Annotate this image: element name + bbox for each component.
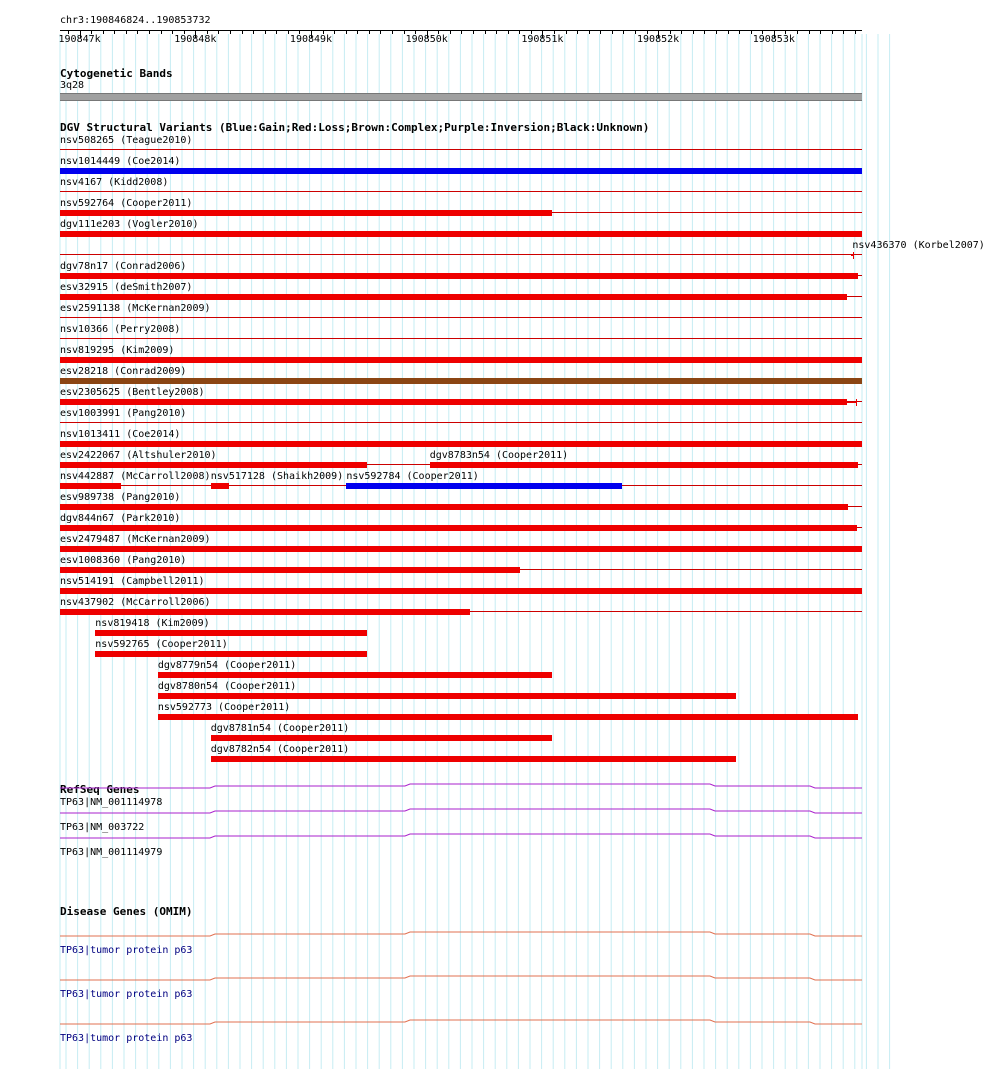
ruler-minor-tick xyxy=(531,30,532,34)
dgv-variant-bar[interactable] xyxy=(60,588,862,594)
ruler-minor-tick xyxy=(68,30,69,34)
cytoband-bar[interactable] xyxy=(60,93,862,101)
ruler-range-label: chr3:190846824..190853732 xyxy=(60,15,211,26)
dgv-variant-label[interactable]: nsv514191 (Campbell2011) xyxy=(60,576,205,587)
dgv-variant-label[interactable]: dgv8780n54 (Cooper2011) xyxy=(157,681,297,692)
ruler-minor-tick xyxy=(728,30,729,34)
ruler-minor-tick xyxy=(114,30,115,34)
ruler-tick-label: 190850k xyxy=(405,34,448,45)
ruler-minor-tick xyxy=(554,30,555,34)
ruler-minor-tick xyxy=(647,30,648,34)
dgv-variant-label[interactable]: nsv10366 (Perry2008) xyxy=(60,324,181,335)
dgv-track-title[interactable]: DGV Structural Variants (Blue:Gain;Red:Loss;Brown:Complex;Purple:Inversion;Black:Unknown) xyxy=(60,121,650,134)
dgv-variant-bar[interactable] xyxy=(60,273,858,279)
ruler-minor-tick xyxy=(242,30,243,34)
ruler-minor-tick xyxy=(809,30,810,34)
ruler-minor-tick xyxy=(184,30,185,34)
dgv-variant-bar[interactable] xyxy=(430,462,858,468)
dgv-variant-whisker-cap xyxy=(853,252,854,259)
dgv-variant-label[interactable]: esv2479487 (McKernan2009) xyxy=(60,534,211,545)
ruler-tick-label: 190847k xyxy=(58,34,101,45)
ruler-minor-tick xyxy=(832,30,833,34)
dgv-variant-bar[interactable] xyxy=(60,294,847,300)
refseq-gene-label[interactable]: TP63|NM_001114979 xyxy=(60,847,163,858)
ruler-minor-tick xyxy=(577,30,578,34)
ruler-minor-tick xyxy=(299,30,300,34)
dgv-variant-label[interactable]: dgv8779n54 (Cooper2011) xyxy=(157,660,297,671)
dgv-variant-bar[interactable] xyxy=(60,525,857,531)
ruler-minor-tick xyxy=(357,30,358,34)
ruler-minor-tick xyxy=(785,30,786,34)
refseq-gene-trace xyxy=(60,809,862,813)
dgv-variant-bar[interactable] xyxy=(60,462,367,468)
dgv-variant-bar[interactable] xyxy=(158,693,736,699)
dgv-variant-bar[interactable] xyxy=(158,672,552,678)
dgv-variant-label[interactable]: dgv8782n54 (Cooper2011) xyxy=(210,744,350,755)
ruler-minor-tick xyxy=(253,30,254,34)
omim-gene-model[interactable] xyxy=(60,1018,862,1026)
ruler-tick-label: 190848k xyxy=(174,34,217,45)
dgv-row-separator xyxy=(60,338,862,339)
refseq-gene-model[interactable] xyxy=(60,832,862,840)
dgv-variant-label[interactable]: esv1008360 (Pang2010) xyxy=(60,555,187,566)
cytoband-track-title[interactable]: Cytogenetic Bands xyxy=(60,67,173,80)
ruler-minor-tick xyxy=(693,30,694,34)
dgv-row-separator xyxy=(60,191,862,192)
ruler-minor-tick xyxy=(207,30,208,34)
ruler-minor-tick xyxy=(589,30,590,34)
ruler-tick-label: 190851k xyxy=(521,34,564,45)
ruler-minor-tick xyxy=(542,30,543,34)
dgv-variant-bar[interactable] xyxy=(60,567,520,573)
dgv-variant-bar[interactable] xyxy=(60,210,552,216)
ruler-minor-tick xyxy=(427,30,428,34)
ruler-minor-tick xyxy=(334,30,335,34)
dgv-variant-label[interactable]: nsv4167 (Kidd2008) xyxy=(60,177,169,188)
cytoband-label: 3q28 xyxy=(60,80,85,91)
ruler-minor-tick xyxy=(103,30,104,34)
ruler-minor-tick xyxy=(161,30,162,34)
refseq-gene-label[interactable]: TP63|NM_001114978 xyxy=(60,797,163,808)
ruler-minor-tick xyxy=(126,30,127,34)
ruler-minor-tick xyxy=(172,30,173,34)
dgv-variant-label[interactable]: nsv1013411 (Coe2014) xyxy=(60,429,181,440)
ruler-minor-tick xyxy=(91,30,92,34)
ruler-minor-tick xyxy=(797,30,798,34)
dgv-variant-bar[interactable] xyxy=(60,231,862,237)
dgv-variant-bar[interactable] xyxy=(60,441,862,447)
dgv-variant-label[interactable]: nsv517128 (Shaikh2009) xyxy=(210,471,344,482)
omim-gene-label[interactable]: TP63|tumor protein p63 xyxy=(60,945,193,956)
ruler-minor-tick xyxy=(519,30,520,34)
omim-gene-label[interactable]: TP63|tumor protein p63 xyxy=(60,1033,193,1044)
ruler-minor-tick xyxy=(380,30,381,34)
ruler-minor-tick xyxy=(762,30,763,34)
omim-gene-trace xyxy=(60,1020,862,1024)
dgv-variant-bar[interactable] xyxy=(60,378,862,384)
dgv-variant-label[interactable]: nsv1014449 (Coe2014) xyxy=(60,156,181,167)
dgv-variant-whisker xyxy=(847,402,857,403)
dgv-variant-label[interactable]: esv989738 (Pang2010) xyxy=(60,492,181,503)
ruler-minor-tick xyxy=(346,30,347,34)
refseq-gene-model[interactable] xyxy=(60,807,862,815)
omim-gene-trace xyxy=(60,976,862,980)
ruler-minor-tick xyxy=(635,30,636,34)
ruler-minor-tick xyxy=(369,30,370,34)
dgv-variant-label[interactable]: esv2305625 (Bentley2008) xyxy=(60,387,205,398)
dgv-row-separator xyxy=(60,422,862,423)
dgv-variant-label[interactable]: nsv437902 (McCarroll2006) xyxy=(60,597,211,608)
ruler-minor-tick xyxy=(265,30,266,34)
ruler-minor-tick xyxy=(438,30,439,34)
refseq-gene-trace xyxy=(60,784,862,788)
refseq-track-title[interactable]: RefSeq Genes xyxy=(60,783,140,796)
dgv-variant-bar[interactable] xyxy=(211,483,229,489)
ruler-tick-label: 190852k xyxy=(637,34,680,45)
dgv-variant-bar[interactable] xyxy=(60,609,470,615)
ruler-minor-tick xyxy=(739,30,740,34)
ruler-minor-tick xyxy=(473,30,474,34)
dgv-variant-label[interactable]: esv28218 (Conrad2009) xyxy=(60,366,187,377)
ruler-minor-tick xyxy=(612,30,613,34)
dgv-variant-label[interactable]: nsv819418 (Kim2009) xyxy=(95,618,210,629)
dgv-variant-bar[interactable] xyxy=(60,504,848,510)
dgv-variant-bar[interactable] xyxy=(158,714,858,720)
omim-gene-model[interactable] xyxy=(60,974,862,982)
ruler-minor-tick xyxy=(600,30,601,34)
ruler-minor-tick xyxy=(80,30,81,34)
ruler-minor-tick xyxy=(230,30,231,34)
refseq-gene-label[interactable]: TP63|NM_003722 xyxy=(60,822,145,833)
dgv-variant-label[interactable]: dgv844n67 (Park2010) xyxy=(60,513,181,524)
ruler-minor-tick xyxy=(623,30,624,34)
ruler-tick-label: 190849k xyxy=(289,34,333,45)
ruler-minor-tick xyxy=(681,30,682,34)
ruler-minor-tick xyxy=(508,30,509,34)
ruler-minor-tick xyxy=(855,30,856,34)
dgv-variant-label[interactable]: nsv442887 (McCarroll2008) xyxy=(60,471,211,482)
ruler-minor-tick xyxy=(450,30,451,34)
ruler-minor-tick xyxy=(843,30,844,34)
dgv-variant-whisker-cap xyxy=(856,399,857,406)
dgv-variant-label[interactable]: nsv508265 (Teague2010) xyxy=(60,135,193,146)
ruler-minor-tick xyxy=(566,30,567,34)
ruler-minor-tick xyxy=(137,30,138,34)
ruler-minor-tick xyxy=(218,30,219,34)
ruler-minor-tick xyxy=(658,30,659,34)
omim-gene-trace xyxy=(60,932,862,936)
ruler-tick-label: 190853k xyxy=(752,34,795,45)
dgv-variant-label[interactable]: nsv819295 (Kim2009) xyxy=(60,345,175,356)
ruler-minor-tick xyxy=(195,30,196,34)
ruler-minor-tick xyxy=(276,30,277,34)
dgv-variant-label[interactable]: esv1003991 (Pang2010) xyxy=(60,408,187,419)
dgv-variant-label[interactable]: nsv592784 (Cooper2011) xyxy=(346,471,479,482)
dgv-variant-bar[interactable] xyxy=(60,483,121,489)
ruler-minor-tick xyxy=(704,30,705,34)
dgv-variant-bar[interactable] xyxy=(60,168,862,174)
refseq-gene-model[interactable] xyxy=(60,782,862,790)
dgv-variant-bar[interactable] xyxy=(95,651,367,657)
ruler-minor-tick xyxy=(496,30,497,34)
dgv-row-separator xyxy=(60,149,862,150)
ruler-minor-tick xyxy=(716,30,717,34)
dgv-variant-label[interactable]: dgv78n17 (Conrad2006) xyxy=(60,261,187,272)
dgv-variant-label[interactable]: nsv592765 (Cooper2011) xyxy=(95,639,228,650)
ruler-minor-tick xyxy=(392,30,393,34)
dgv-variant-label[interactable]: esv32915 (deSmith2007) xyxy=(60,282,193,293)
dgv-variant-label[interactable]: nsv436370 (Korbel2007) xyxy=(852,240,985,251)
dgv-row-separator xyxy=(60,254,862,255)
dgv-variant-label[interactable]: nsv592773 (Cooper2011) xyxy=(157,702,291,713)
ruler-minor-tick xyxy=(149,30,150,34)
ruler-minor-tick xyxy=(288,30,289,34)
dgv-variant-bar[interactable] xyxy=(60,399,847,405)
dgv-variant-bar[interactable] xyxy=(60,546,862,552)
ruler-minor-tick xyxy=(461,30,462,34)
ruler-minor-tick xyxy=(404,30,405,34)
dgv-variant-bar[interactable] xyxy=(346,483,622,489)
dgv-variant-label[interactable]: nsv592764 (Cooper2011) xyxy=(60,198,193,209)
ruler-minor-tick xyxy=(670,30,671,34)
ruler-minor-tick xyxy=(485,30,486,34)
dgv-variant-label[interactable]: dgv8781n54 (Cooper2011) xyxy=(210,723,350,734)
dgv-row-separator xyxy=(60,317,862,318)
ruler-minor-tick xyxy=(774,30,775,34)
dgv-variant-label[interactable]: esv2591138 (McKernan2009) xyxy=(60,303,211,314)
refseq-gene-trace xyxy=(60,834,862,838)
ruler-minor-tick xyxy=(323,30,324,34)
ruler-minor-tick xyxy=(820,30,821,34)
dgv-variant-label[interactable]: dgv8783n54 (Cooper2011) xyxy=(429,450,569,461)
omim-track-title[interactable]: Disease Genes (OMIM) xyxy=(60,905,193,918)
dgv-variant-bar[interactable] xyxy=(211,756,736,762)
dgv-variant-label[interactable]: esv2422067 (Altshuler2010) xyxy=(60,450,217,461)
omim-gene-model[interactable] xyxy=(60,930,862,938)
ruler-minor-tick xyxy=(751,30,752,34)
ruler-minor-tick xyxy=(415,30,416,34)
dgv-variant-bar[interactable] xyxy=(60,357,862,363)
dgv-variant-bar[interactable] xyxy=(95,630,367,636)
dgv-variant-bar[interactable] xyxy=(211,735,552,741)
omim-gene-label[interactable]: TP63|tumor protein p63 xyxy=(60,989,193,1000)
ruler-minor-tick xyxy=(311,30,312,34)
dgv-variant-label[interactable]: dgv111e203 (Vogler2010) xyxy=(60,219,199,230)
